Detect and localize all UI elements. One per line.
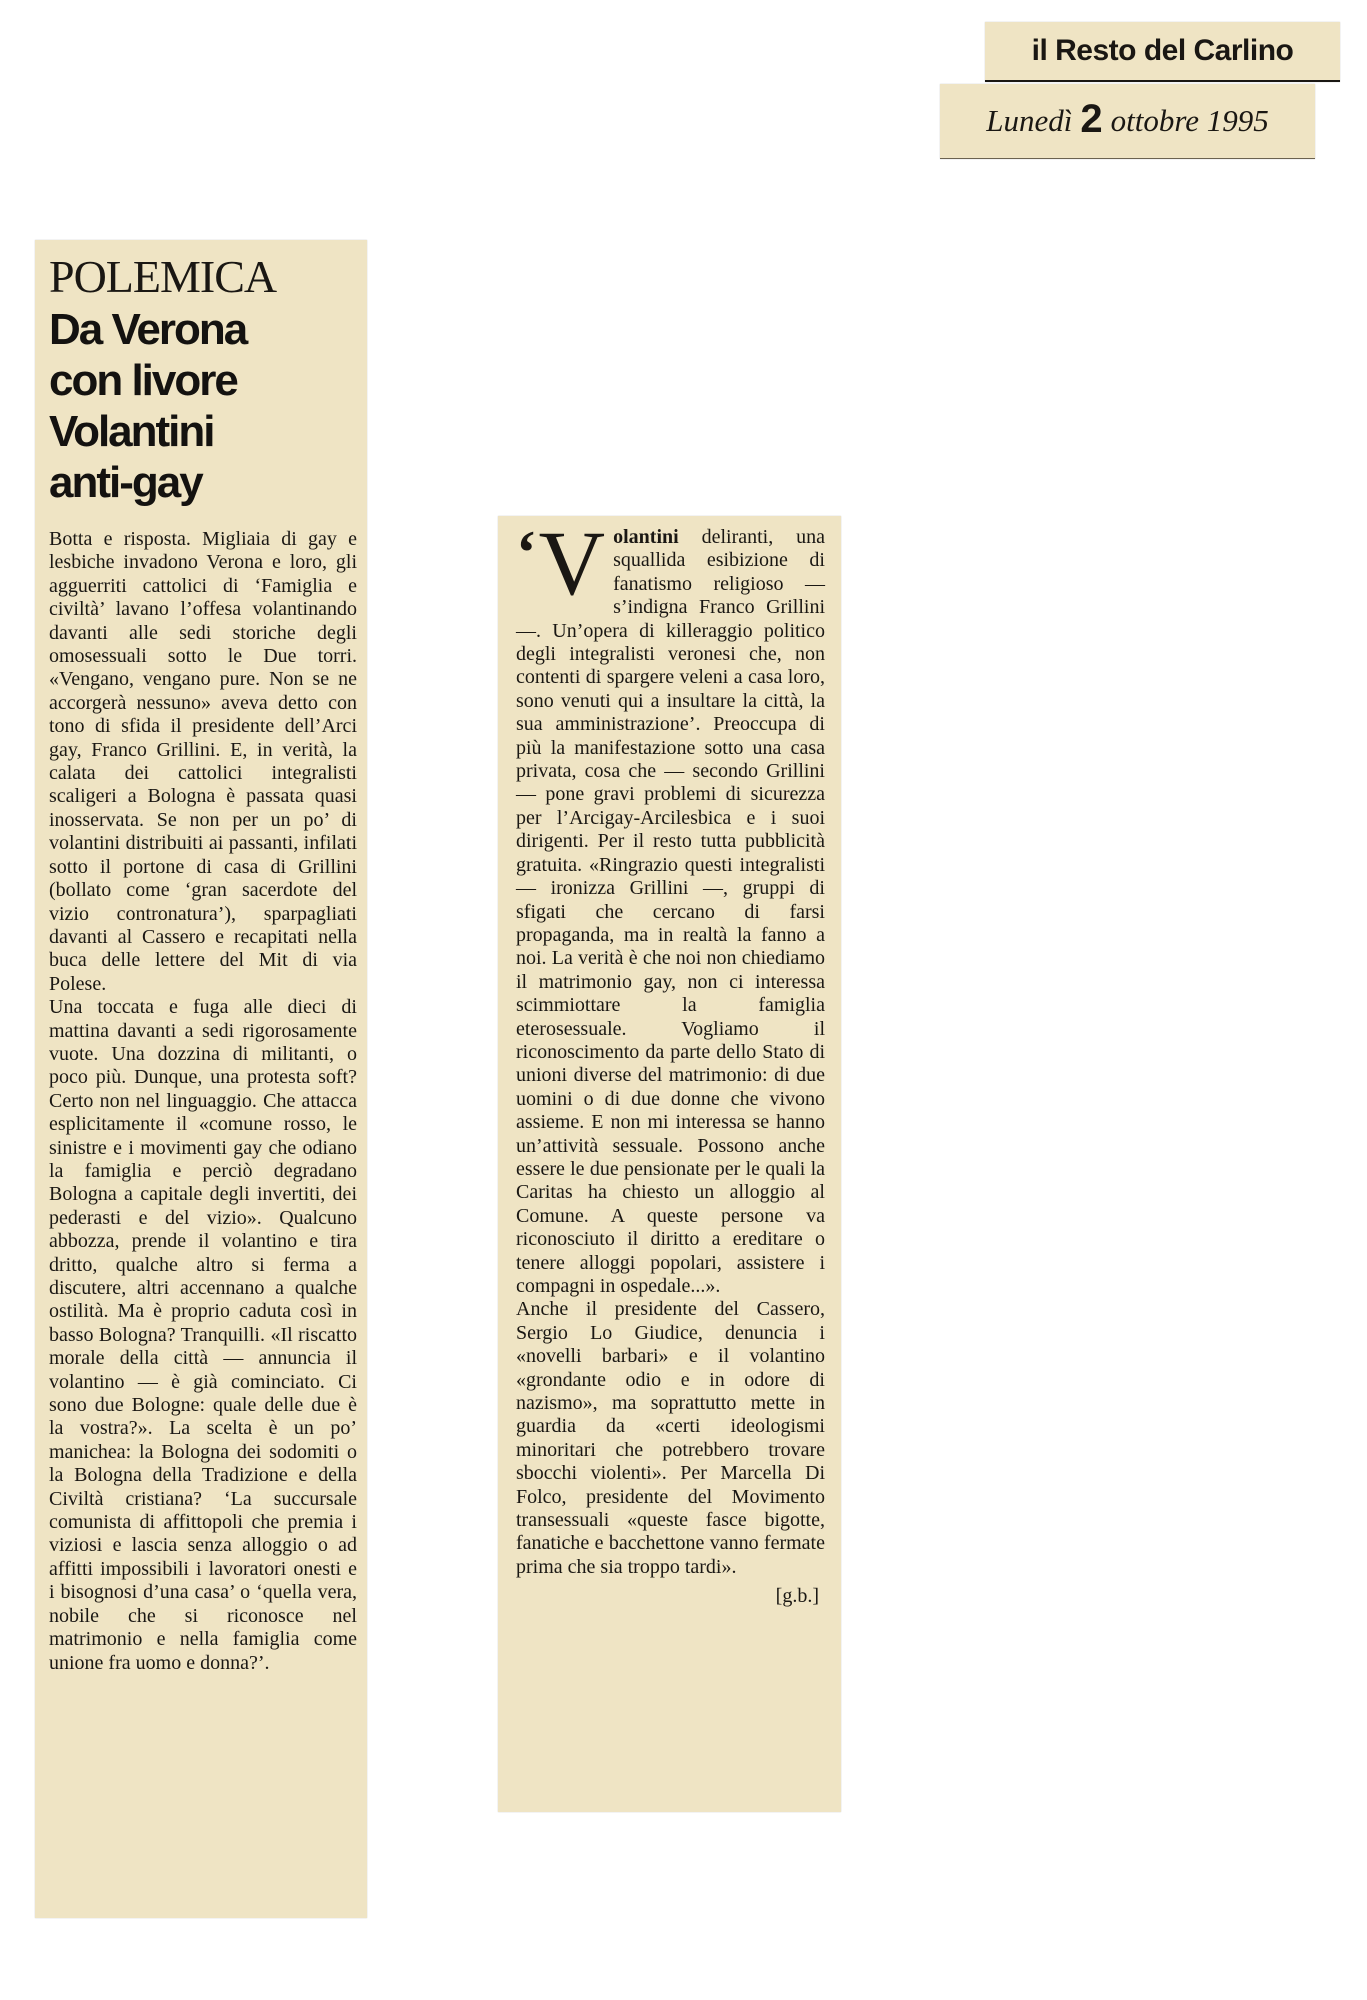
article-paragraph: Anche il presidente del Cassero, Sergio Lo Giudice, denuncia i «novelli barbari» e il volantino «grondante odio e in odore di nazismo», ma soprattutto mette in guardia da «certi ideologismi minoritari che potrebbero trovare sbocchi violenti». Per Marcella Di Folco, presidente del Movimento transessuali «queste fasce bigotte, fanatiche e bacchettone vanno fermate prima che sia troppo tardi». [516, 1298, 825, 1578]
article-headline [49, 304, 357, 508]
article-body [49, 528, 357, 1675]
dateline-day-number: 2 [1080, 96, 1103, 141]
article-paragraph: Una toccata e fuga alle dieci di mattina davanti a sedi rigorosamente vuote. Una dozzina di militanti, o poco più. Dunque, una protesta soft? Certo non nel linguaggio. Che attacca esplicitamente il «comune rosso, le sinistre e i movimenti gay che odiano la famiglia e perciò degradano Bologna a capitale degli invertiti, dei pederasti e del vizio». Qualcuno abbozza, prende il volantino e tira dritto, qualche altro si ferma a discutere, altri accennano a qualche ostilità. Ma è proprio caduta così in basso Bologna? Tranquilli. «Il riscatto morale della città — annuncia il volantino — è già cominciato. Ci sono due Bologne: quale delle due è la vostra?». La scelta è un po’ manichea: la Bologna dei sodomiti o la Bologna della Tradizione e della Civiltà cristiana? ‘La succursale comunista di affittopoli che premia i viziosi e lascia senza alloggio o ad affitti impossibili i lavoratori onesti e i bisognosi d’una casa’ o ‘quella vera, nobile che si riconosce nel matrimonio e nella famiglia come unione fra uomo e donna?’. [49, 996, 357, 1674]
masthead [985, 22, 1340, 82]
dateline-day-name: Lunedì [986, 103, 1073, 138]
article-right [498, 512, 841, 1812]
drop-cap: V [538, 512, 606, 614]
open-quote: ‘ [516, 519, 537, 587]
article-paragraph: Botta e risposta. Migliaia di gay e lesbiche invadono Verona e loro, gli agguerriti cattolici di ‘Famiglia e civiltà’ lavano l’offesa volantinando davanti alle sedi storiche degli omosessuali sotto le Due torri. «Vengano, vengano pure. Non se ne accorgerà nessuno» aveva detto con tono di sfida il presidente dell’Arci gay, Franco Grillini. E, in verità, la calata dei cattolici integralisti scaligeri a Bologna è passata quasi inosservata. Se non per un po’ di volantini distribuiti ai passanti, infilati sotto il portone di casa di Grillini (bollato come ‘gran sacerdote del vizio contronatura’), sparpagliati davanti al Cassero e recapitati nella buca delle lettere del Mit di via Polese. [49, 528, 357, 995]
dateline [940, 84, 1315, 159]
headline-line: Da Verona [49, 305, 247, 354]
author-signature: [g.b.] [775, 1585, 819, 1608]
dateline-month-year: ottobre 1995 [1110, 103, 1269, 138]
article-body [516, 512, 825, 1609]
headline-line: con livore [49, 356, 237, 405]
article-left [35, 240, 367, 1918]
headline-line: Volantini [49, 407, 214, 456]
article-kicker: POLEMICA [49, 251, 277, 302]
article-paragraph [516, 512, 825, 1298]
masthead-title: il Resto del Carlino [1031, 34, 1294, 67]
headline-line: anti-gay [49, 458, 202, 507]
paragraph-text: deliranti, una squallida esibizione di fanatismo religioso — s’indigna Franco Grillini —. Un’opera di killeraggio politico degli integralisti veronesi che, non contenti di spargere veleni a casa loro, sono venuti qui a insultare la città, la sua amministrazione’. Preoccupa di più la manifestazione sotto una casa privata, cosa che — secondo Grillini — pone gravi problemi di sicurezza per l’Arcigay-Arcilesbica e i suoi dirigenti. Per il resto tutta pubblicità gratuita. «Ringrazio questi integralisti — ironizza Grillini —, gruppi di sfigati che cercano di farsi propaganda, ma in realtà la fanno a noi. La verità è che noi non chiediamo il matrimonio gay, non ci interessa scimmiottare la famiglia eterosessuale. Vogliamo il riconoscimento da parte dello Stato di unioni diverse del matrimonio: di due uomini o di due donne che vivono assieme. E non mi interessa se hanno un’attività sessuale. Possono anche essere le due pensionate per le quali la Caritas ha chiesto un alloggio al Comune. A queste persone va riconosciuto il diritto a ereditare o tenere alloggi popolari, assistere i compagni in ospedale...». [516, 526, 825, 1297]
lead-word: olantini [613, 526, 679, 548]
